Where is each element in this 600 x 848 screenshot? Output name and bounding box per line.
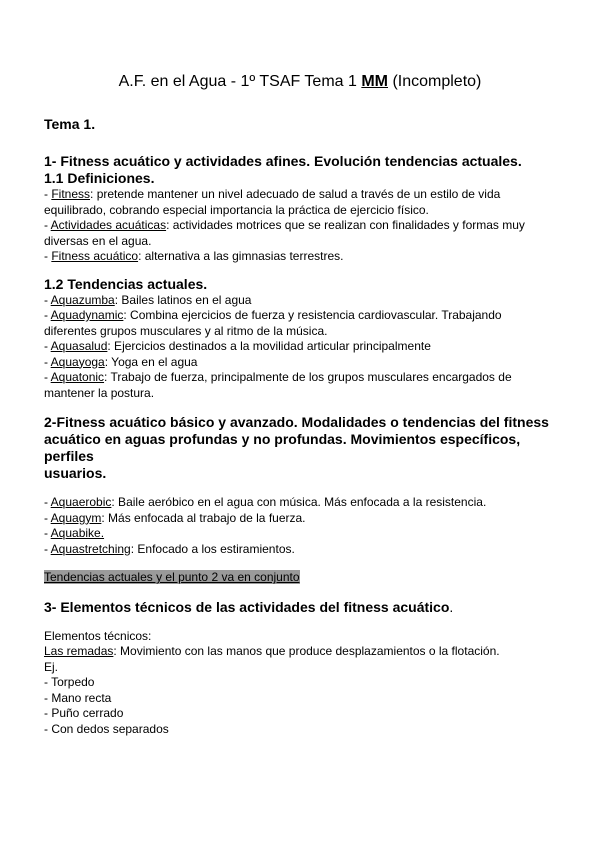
example-item: - Torpedo	[44, 675, 95, 689]
section-3-heading-end: .	[449, 598, 454, 615]
trend-text: : Bailes latinos en el agua	[114, 292, 252, 307]
section-1-2-heading: 1.2 Tendencias actuales.	[44, 275, 208, 292]
section-1-heading: 1- Fitness acuático y actividades afines. Evolución tendencias actuales.	[44, 153, 522, 169]
section-1-1-heading: 1.1 Definiciones.	[44, 170, 155, 186]
definition-term: Fitness acuático	[51, 249, 139, 263]
definition-text: : actividades motrices que se realizan con finalidades y formas muy	[166, 218, 525, 232]
trend-text-cont: mantener la postura.	[44, 385, 155, 400]
modality-text: : Baile aeróbico en el agua con música. Más enfocada a la resistencia.	[111, 495, 487, 509]
modality-term: Aquagym	[50, 510, 102, 525]
section-3	[44, 599, 564, 738]
document-body	[44, 116, 564, 737]
trend-text: : Combina ejercicios de fuerza y resistencia cardiovascular. Trabajando	[123, 308, 502, 322]
definition-item: - Fitness: pretende mantener un nivel adecuado de salud a través de un estilo de vida equilibrado, cobrando especial importancia la práctica de ejercicio físico.	[44, 187, 564, 218]
section-3-heading	[44, 599, 564, 616]
trend-text: : Trabajo de fuerza, principalmente de los grupos musculares encargados de	[104, 370, 512, 384]
title-mm: MM	[361, 73, 388, 90]
definition-text: : alternativa a las gimnasias terrestres.	[138, 249, 344, 263]
title-suffix: (Incompleto)	[388, 73, 482, 90]
technical-elements-intro: Elementos técnicos:	[44, 628, 152, 643]
highlighted-note-text: Tendencias actuales y el punto 2 va en conjunto	[44, 570, 300, 584]
modality-term: Aquabike.	[50, 526, 105, 540]
remadas-text: : Movimiento con las manos que produce desplazamientos o la flotación.	[113, 644, 500, 658]
definition-text-cont: diversas en el agua.	[44, 233, 152, 248]
remadas-term: Las remadas	[44, 644, 114, 658]
trends-list	[44, 293, 564, 402]
example-item: - Mano recta	[44, 690, 112, 705]
trend-term: Aquatonic	[50, 370, 105, 384]
modality-item: - Aquastretching: Enfocado a los estiramientos.	[44, 541, 295, 556]
trend-term: Aquayoga	[50, 354, 105, 369]
highlighted-note	[44, 570, 564, 586]
definition-term: Actividades acuáticas	[50, 218, 167, 232]
example-item: - Puño cerrado	[44, 706, 124, 720]
modality-term: Aquastretching	[50, 541, 131, 556]
definition-text: : pretende mantener un nivel adecuado de salud a través de un estilo de vida	[90, 187, 501, 201]
definition-text-cont: equilibrado, cobrando especial importancia la práctica de ejercicio físico.	[44, 202, 429, 217]
section-1	[44, 153, 564, 265]
trend-item: - Aquayoga: Yoga en el agua	[44, 354, 198, 369]
section-2-heading-line: usuarios.	[44, 465, 107, 481]
definition-item: - Fitness acuático: alternativa a las gimnasias terrestres.	[44, 249, 344, 263]
trend-item: - Aquasalud: Ejercicios destinados a la movilidad articular principalmente	[44, 339, 431, 353]
trend-term: Aquasalud	[50, 339, 108, 353]
remadas-line	[44, 644, 564, 660]
title-prefix: A.F. en el Agua - 1º TSAF Tema 1	[118, 73, 362, 90]
section-1-2	[44, 276, 564, 402]
definitions-list	[44, 187, 564, 265]
trend-text: : Ejercicios destinados a la movilidad articular principalmente	[107, 339, 431, 353]
modality-term: Aquaerobic	[50, 495, 112, 509]
modality-text: : Enfocado a los estiramientos.	[130, 541, 295, 556]
section-2-heading-line: 2-Fitness acuático básico y avanzado. Modalidades o tendencias del fitness	[44, 414, 549, 430]
trend-term: Aquazumba	[50, 292, 115, 307]
definition-item: - Actividades acuáticas: actividades motrices que se realizan con finalidades y formas muy diversas en el agua.	[44, 218, 564, 249]
tema-heading: Tema 1.	[44, 116, 96, 132]
section-2-heading-line: acuático en aguas profundas y no profundas. Movimientos específicos, perfiles	[44, 431, 521, 464]
trend-term: Aquadynamic	[50, 308, 124, 322]
modality-item: - Aquaerobic: Baile aeróbico en el agua con música. Más enfocada a la resistencia.	[44, 495, 487, 509]
trend-item: - Aquazumba: Bailes latinos en el agua	[44, 292, 252, 307]
trend-text-cont: diferentes grupos musculares y al ritmo de la música.	[44, 323, 328, 338]
trend-item: - Aquatonic: Trabajo de fuerza, principalmente de los grupos musculares encargados de mantener la postura.	[44, 370, 564, 401]
modality-item: - Aquagym: Más enfocada al trabajo de la fuerza.	[44, 510, 306, 525]
definition-term: Fitness	[51, 187, 91, 201]
document-title	[0, 73, 600, 91]
example-label: Ej.	[44, 659, 59, 674]
modalities-list	[44, 495, 564, 557]
modality-text: : Más enfocada al trabajo de la fuerza.	[101, 510, 306, 525]
section-3-heading-text: 3- Elementos técnicos de las actividades del fitness acuático	[44, 598, 450, 615]
modality-item: - Aquabike.	[44, 526, 105, 540]
trend-item: - Aquadynamic: Combina ejercicios de fuerza y resistencia cardiovascular. Trabajando diferentes grupos musculares y al ritmo de la música.	[44, 308, 564, 339]
section-2	[44, 414, 564, 586]
trend-text: : Yoga en el agua	[104, 354, 198, 369]
example-item: - Con dedos separados	[44, 721, 169, 736]
